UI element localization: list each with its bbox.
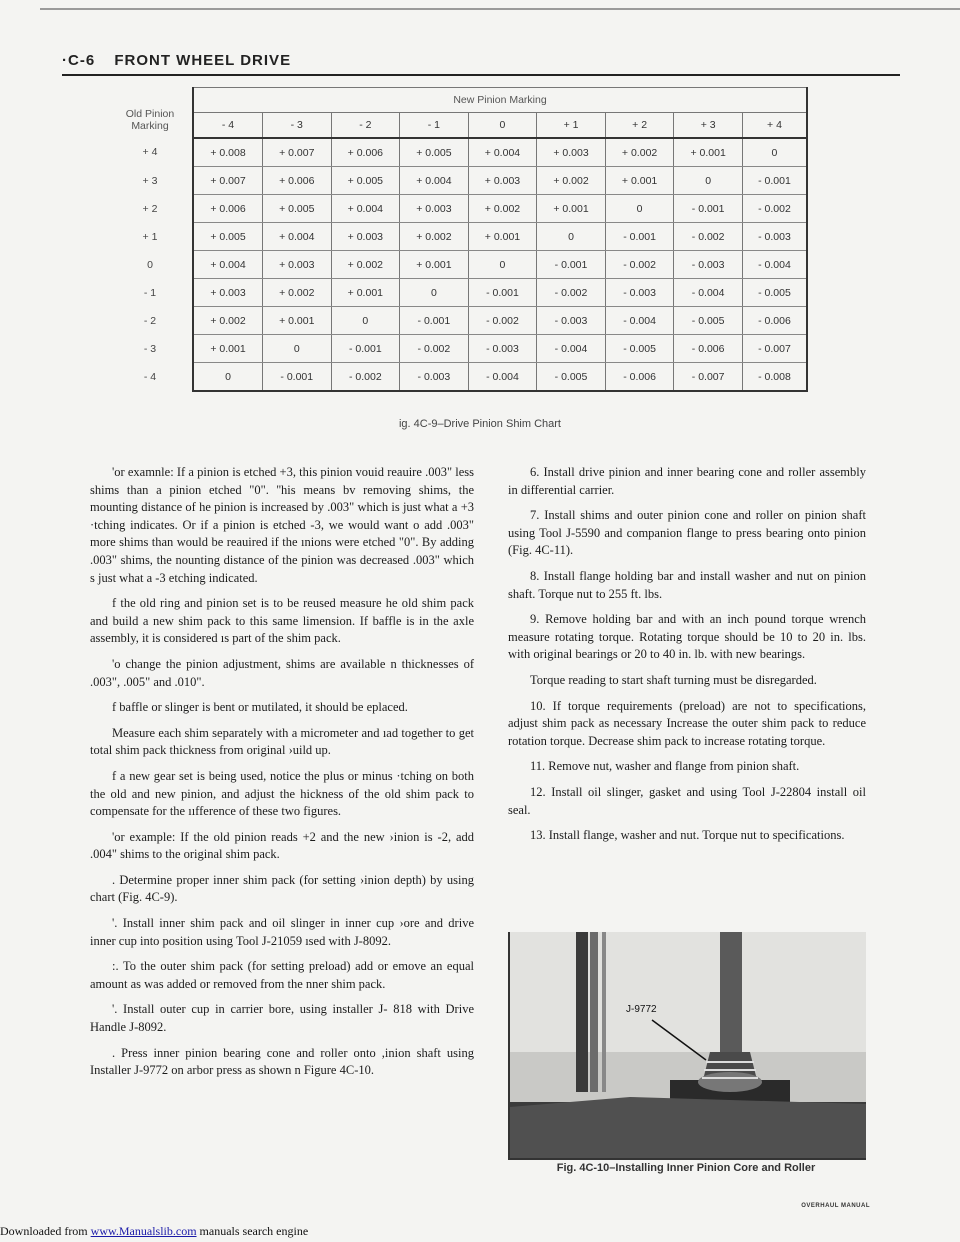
shim-adjustment-cell: - 0.003 [468,335,537,363]
table-row [108,363,807,392]
shim-adjustment-cell: + 0.006 [193,195,263,223]
old-pinion-value: 0 [108,251,193,279]
shim-adjustment-cell: 0 [400,279,469,307]
shim-adjustment-cell: - 0.001 [742,167,807,195]
shim-adjustment-cell: - 0.008 [742,363,807,392]
column-header-cell: - 2 [331,113,400,139]
shim-adjustment-cell: - 0.002 [605,251,674,279]
shim-adjustment-cell: 0 [193,363,263,392]
shim-table-body [108,138,807,391]
paragraph: 'or examnle: If a pinion is etched +3, this pinion vouid reauire .003" less shims than a pinion etched "0". ''his means bv removing shims, the mounting distance of he pinion is increased by .003" which is just what a +3 ·tching indicates. Or if a pinion is etched -3, we would want o add .003" more shims than would be reauired if the ınions were etched "0". By adding .003" shims, the nounting distance of the pinion was decreased .003" which s just what a -3 etching indicated. [90,465,474,585]
shim-adjustment-cell: + 0.001 [263,307,332,335]
shim-adjustment-cell: - 0.004 [468,363,537,392]
paragraph: . Press inner pinion bearing cone and roller onto ,inion shaft using Installer J-9772 on arbor press as shown n Figure 4C-10. [90,1045,474,1078]
shim-adjustment-cell: - 0.005 [742,279,807,307]
shim-adjustment-cell: - 0.002 [742,195,807,223]
overhaul-manual-mark: OVERHAUL MANUAL [801,1203,870,1209]
paragraph: :. To the outer shim pack (for setting preload) add or emove an equal amount as was added or removed from the nner shim pack. [90,959,474,991]
shim-adjustment-cell: - 0.003 [742,223,807,251]
shim-adjustment-cell: - 0.004 [742,251,807,279]
shim-adjustment-cell: - 0.003 [400,363,469,392]
tool-label: J-9772 [626,1004,657,1015]
download-footer [0,1224,308,1239]
shim-adjustment-cell: + 0.001 [674,138,743,167]
left-text-column [90,464,474,1088]
right-text-column [508,464,866,853]
shim-adjustment-cell: - 0.002 [674,223,743,251]
column-header-cell: - 4 [193,113,263,139]
section-title: FRONT WHEEL DRIVE [114,52,292,69]
shim-adjustment-cell: + 0.002 [193,307,263,335]
shim-adjustment-cell: - 0.001 [605,223,674,251]
shim-adjustment-cell: + 0.003 [331,223,400,251]
shim-adjustment-cell: + 0.004 [331,195,400,223]
shim-adjustment-cell: - 0.004 [674,279,743,307]
shim-adjustment-cell: + 0.003 [193,279,263,307]
shim-adjustment-cell: - 0.004 [537,335,606,363]
shim-adjustment-cell: + 0.004 [468,138,537,167]
shim-adjustment-cell: + 0.004 [193,251,263,279]
shim-adjustment-cell: + 0.001 [468,223,537,251]
shim-adjustment-cell: - 0.001 [400,307,469,335]
paragraph: f a new gear set is being used, notice the plus or minus ·tching on both the old and new pinion, and adjust the hickness of the old shim pack to compensate for the ııfference of these two figures. [90,768,474,819]
shim-adjustment-cell: + 0.007 [193,167,263,195]
shim-adjustment-cell: 0 [742,138,807,167]
shim-adjustment-cell: + 0.003 [468,167,537,195]
paragraph: 6. Install drive pinion and inner bearing cone and roller assembly in differential carrier. [508,465,866,497]
pinion-shim-chart [108,87,808,392]
shim-adjustment-cell: 0 [263,335,332,363]
installing-pinion-photo [508,932,866,1160]
table-row [108,167,807,195]
new-pinion-marking-header: New Pinion Marking [193,88,807,113]
column-header-cell: + 2 [605,113,674,139]
shim-adjustment-cell: - 0.007 [674,363,743,392]
paragraph: f the old ring and pinion set is to be reused measure he old shim pack and build a new shim pack to this same limension. If baffle is in the axle assembly, it is considered ıs part of the shim pack. [90,596,474,646]
shim-adjustment-cell: - 0.002 [400,335,469,363]
paragraph: 9. Remove holding bar and with an inch pound torque wrench measure rotating torque. Rotating torque should be 10 to 20 in. lbs. with original bearings or 20 to 40 in. lb. with new bearings. [508,612,866,662]
table-caption: ig. 4C-9–Drive Pinion Shim Chart [398,418,561,430]
scan-top-line [40,8,960,10]
old-pinion-value: - 4 [108,363,193,392]
shim-adjustment-cell: - 0.004 [605,307,674,335]
shim-adjustment-cell: 0 [331,307,400,335]
shim-adjustment-cell: + 0.002 [331,251,400,279]
paragraph: 10. If torque requirements (preload) are not to specifications, adjust shim pack as necessary Increase the outer shim pack to reduce rotation torque. Decrease shim pack to increase rotating torque. [508,698,866,748]
old-pinion-value: - 3 [108,335,193,363]
paragraph: Measure each shim separately with a micrometer and ıad together to get total shim pack thickness from original ›uild up. [90,725,474,758]
shim-adjustment-cell: + 0.001 [605,167,674,195]
paragraph: Torque reading to start shaft turning must be disregarded. [530,672,817,687]
shim-adjustment-cell: + 0.001 [193,335,263,363]
paragraph: '. Install outer cup in carrier bore, using installer J- 818 with Drive Handle J-8092. [90,1002,474,1035]
shim-adjustment-cell: + 0.004 [400,167,469,195]
old-pinion-value: + 3 [108,167,193,195]
shim-adjustment-cell: + 0.003 [400,195,469,223]
table-row [108,251,807,279]
shim-adjustment-cell: - 0.005 [605,335,674,363]
table-row [108,335,807,363]
column-header-cell: + 3 [674,113,743,139]
shim-adjustment-cell: - 0.001 [674,195,743,223]
old-pinion-value: - 2 [108,307,193,335]
shim-adjustment-cell: - 0.006 [674,335,743,363]
table-row [108,138,807,167]
shim-adjustment-cell: 0 [674,167,743,195]
old-pinion-value: + 2 [108,195,193,223]
table-row [108,195,807,223]
paragraph: '. Install inner shim pack and oil slinger in inner cup ›ore and drive inner cup into position using Tool J-21059 ısed with J-8092. [90,916,474,948]
shim-adjustment-cell: - 0.001 [331,335,400,363]
shim-adjustment-cell: + 0.004 [263,223,332,251]
shim-adjustment-cell: - 0.002 [537,279,606,307]
paragraph: 12. Install oil slinger, gasket and using Tool J-22804 install oil seal. [508,784,866,817]
paragraph: 13. Install flange, washer and nut. Torque nut to specifications. [530,828,845,843]
table-row [108,307,807,335]
shim-adjustment-cell: + 0.002 [263,279,332,307]
footer-prefix: Downloaded from [0,1224,88,1238]
shim-adjustment-cell: - 0.007 [742,335,807,363]
shim-adjustment-cell: - 0.003 [674,251,743,279]
old-pinion-marking-header: Old Pinion Marking [108,88,193,139]
column-header-cell: 0 [468,113,537,139]
shim-adjustment-cell: + 0.005 [263,195,332,223]
arbor-press-photo [510,932,866,1158]
shim-adjustment-cell: + 0.006 [331,138,400,167]
table-row [108,279,807,307]
shim-adjustment-cell: + 0.003 [537,138,606,167]
page-header [62,52,291,69]
shim-adjustment-cell: + 0.006 [263,167,332,195]
shim-adjustment-cell: 0 [605,195,674,223]
shim-adjustment-cell: + 0.008 [193,138,263,167]
paragraph: f baffle or slinger is bent or mutilated, it should be eplaced. [112,700,408,715]
shim-adjustment-cell: + 0.002 [537,167,606,195]
figure-caption: Fig. 4C-10–Installing Inner Pinion Core and Roller [556,1162,816,1174]
shim-adjustment-cell: - 0.005 [537,363,606,392]
column-header-cell: + 1 [537,113,606,139]
paragraph: 7. Install shims and outer pinion cone and roller on pinion shaft using Tool J-5590 and companion flange to press bearing onto pinion (Fig. 4C-11). [508,508,866,558]
page-number: ·C-6 [62,52,96,69]
shim-adjustment-cell: + 0.002 [605,138,674,167]
shim-adjustment-cell: + 0.003 [263,251,332,279]
shim-adjustment-cell: - 0.003 [537,307,606,335]
footer-suffix: manuals search engine [199,1224,309,1238]
column-header-cell: - 3 [263,113,332,139]
shim-adjustment-cell: - 0.001 [537,251,606,279]
shim-adjustment-cell: - 0.002 [468,307,537,335]
column-header-cell: - 1 [400,113,469,139]
shim-adjustment-cell: - 0.001 [468,279,537,307]
paragraph: 'or example: If the old pinion reads +2 and the new ›inion is -2, add .004" shims to the original shim pack. [90,829,474,862]
old-pinion-value: + 4 [108,138,193,167]
old-pinion-value: - 1 [108,279,193,307]
column-header-cell: + 4 [742,113,807,139]
shim-adjustment-cell: - 0.002 [331,363,400,392]
shim-adjustment-cell: + 0.005 [331,167,400,195]
manualslib-link[interactable]: www.Manualslib.com [90,1224,197,1238]
shim-adjustment-cell: - 0.001 [263,363,332,392]
shim-adjustment-cell: + 0.005 [400,138,469,167]
column-header-row [108,113,807,139]
shim-adjustment-cell: + 0.002 [468,195,537,223]
shim-adjustment-cell: + 0.002 [400,223,469,251]
shim-adjustment-cell: + 0.001 [400,251,469,279]
shim-adjustment-cell: 0 [537,223,606,251]
table-row [108,223,807,251]
shim-adjustment-cell: - 0.005 [674,307,743,335]
shim-adjustment-cell: + 0.005 [193,223,263,251]
shim-adjustment-cell: - 0.006 [605,363,674,392]
shim-adjustment-cell: + 0.007 [263,138,332,167]
shim-adjustment-cell: - 0.006 [742,307,807,335]
shim-adjustment-cell: - 0.003 [605,279,674,307]
old-pinion-value: + 1 [108,223,193,251]
paragraph: 11. Remove nut, washer and flange from pinion shaft. [530,759,800,774]
paragraph: 'o change the pinion adjustment, shims are available n thicknesses of .003", .005" and .010". [90,656,474,689]
shim-adjustment-cell: 0 [468,251,537,279]
shim-adjustment-cell: + 0.001 [331,279,400,307]
shim-adjustment-cell: + 0.001 [537,195,606,223]
paragraph: 8. Install flange holding bar and install washer and nut on pinion shaft. Torque nut to 255 ft. lbs. [508,568,866,601]
paragraph: . Determine proper inner shim pack (for setting ›inion depth) by using chart (Fig. 4C-9). [90,872,474,905]
header-rule [62,74,900,76]
